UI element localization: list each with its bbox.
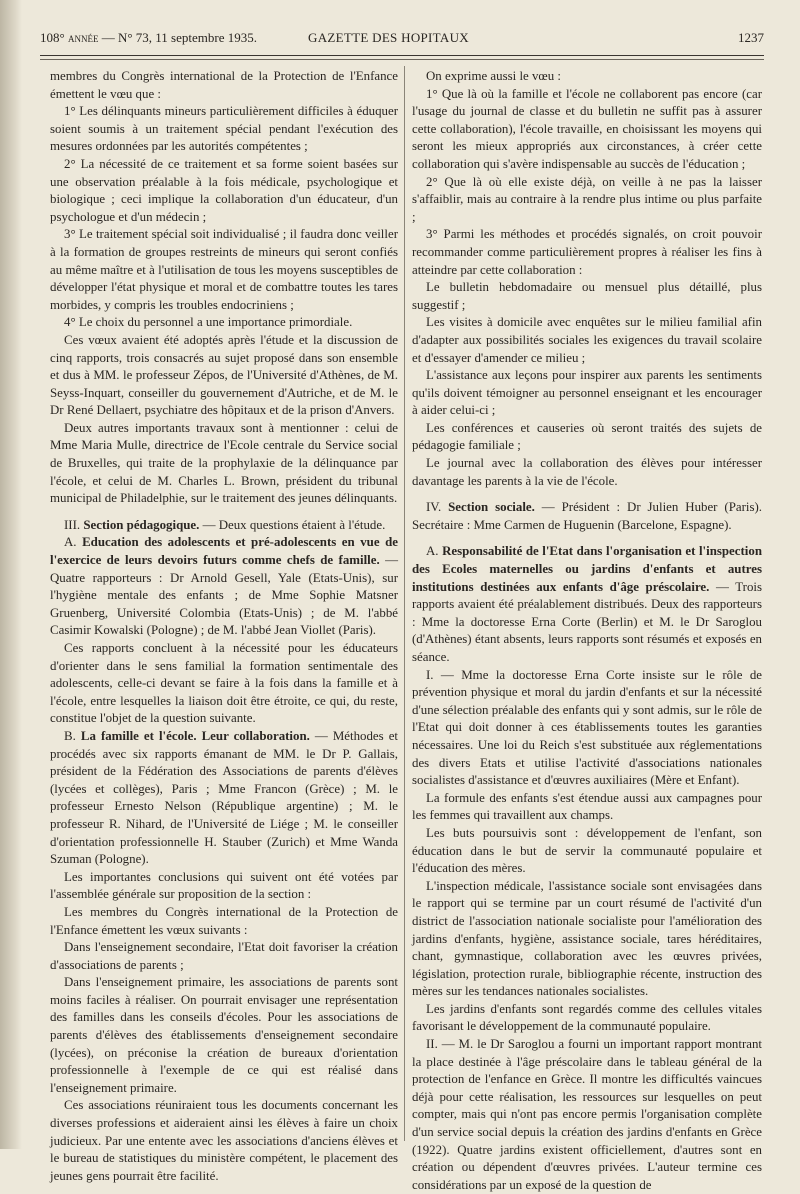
journal-title: GAZETTE DES HOPITAUX: [308, 30, 469, 45]
section-heading: III. Section pédagogique. — Deux questions étaient à l'étude.: [64, 517, 386, 532]
subsection-heading: B. La famille et l'école. Leur collaboration. — Méthodes et procédés avec six rapports émanant de MM. le Dr P. Gallais, président de la Fédération des Associations de parents d'élèves (lycées et collèges), Paris ; Mme Francon (Grèce) ; M. le professeur Ernesto Nelson (République argentine) ; M. le professeur R. Nihard, de l'Université de Liége ; M. le conseiller d'orientation professionnelle H. Stauber (Zurich) et Mme Wanda Szuman (Pologne).: [50, 728, 398, 867]
paragraph: La formule des enfants s'est étendue aussi aux campagnes pour les femmes qui travaillent aux champs.: [412, 790, 762, 823]
paragraph: I. — Mme la doctoresse Erna Corte insiste sur le rôle de prévention physique et moral du jardin d'enfants et sur la nécessité d'une sélection préalable des enfants qui y sont admis, sur le rôle de l'Etat qui doit donner à ces établissements toutes les garanties nécessaires. Une loi du Reich s'est substituée aux réglementations des divers Etats et utilise l'activité d'associations nationales socialistes d'assistance et d'œuvres auxiliaires (Mère et Enfant).: [412, 667, 762, 788]
left-column: [50, 68, 398, 1185]
paragraph: 4° Le choix du personnel a une importance primordiale.: [64, 315, 353, 330]
paragraph: Les membres du Congrès international de la Protection de l'Enfance émettent les vœux suivants :: [50, 904, 398, 937]
paragraph: Les importantes conclusions qui suivent ont été votées par l'assemblée générale sur proposition de la section :: [50, 869, 398, 902]
paragraph: Le journal avec la collaboration des élèves pour intéresser davantage les parents à la vie de l'école.: [412, 456, 762, 488]
section-heading: IV. Section sociale. — Président : Dr Julien Huber (Paris). Secrétaire : Mme Carmen de Huguenin (Barcelone, Espagne).: [412, 500, 762, 532]
paragraph: Dans l'enseignement primaire, les associations de parents sont moins faciles à réaliser. On pourrait envisager une représentation des familles dans les conseils d'écoles. Pour les associations de parents d'élèves des établissements d'enseignement secondaire (lycées), on préconise la création de bureaux d'orientation professionnelle à l'exemple de ce qui est réalisé dans l'enseignement primaire.: [50, 975, 398, 1095]
paragraph: II. — M. le Dr Saroglou a fourni un important rapport montrant la place destinée à l'âge préscolaire dans le tableau général de la protection de l'enfance en Grèce. Il montre les difficultés vaincues déjà pour cette réalisation, les ressources sur lesquelles on peut compter, mais qui n'ont pas encore permis l'organisation complète d'un service social depuis la création des jardins d'enfants en Grèce (1922). Quatre jardins existent officiellement, d'autres sont en création ou dépendent d'œuvres privées. L'auteur termine ces considérations par un exposé de la question de: [412, 1037, 762, 1192]
right-column: [412, 68, 762, 1194]
paragraph: Le bulletin hebdomadaire ou mensuel plus détaillé, plus suggestif ;: [412, 280, 762, 312]
header-rule: [40, 55, 764, 56]
paragraph: L'assistance aux leçons pour inspirer aux parents les sentiments qu'ils doivent témoigner au personnel enseignant et les encourager à aider celui-ci ;: [412, 368, 762, 418]
paragraph: Ces vœux avaient été adoptés après l'étude et la discussion de cinq rapports, trois consacrés au sujet proposé dans son ensemble et dus à MM. le professeur Zépos, de l'Université d'Athènes, de M. Seyss-Inquart, conseiller du gouvernement d'Autriche, et de M. le Dr René Dellaert, psychiatre des hôpitaux et de la prison d'Anvers.: [50, 332, 398, 418]
paragraph: L'inspection médicale, l'assistance sociale sont envisagées dans le rapport qui se termine par un court résumé de l'activité d'un district de l'association nationale socialiste pour l'amélioration des jardins d'enfants, hygiène, assistance sociale, tares héréditaires, chant, gymnastique, collaboration avec les œuvres privées, législation, protection rurale, bibliographie récente, instruction des mères sur les tendances nationales socialistes.: [412, 878, 762, 999]
paragraph: Ces associations réuniraient tous les documents concernant les diverses professions et aideraient ainsi les élèves à faire un choix judicieux. Par une entente avec les associations d'anciens élèves et le bureau de statistiques du ministère compétent, le placement des jeunes gens pourrait être facilité.: [50, 1098, 398, 1183]
paragraph: 3° Le traitement spécial soit individualisé ; il faudra donc veiller à la formation de groupes restreints de mineurs qui seront confiés au même maître et à l'utilisation de tous les moyens susceptibles de développer l'état physique et moral et de combattre toutes les tares morbides, y compris les troubles endocriniens ;: [50, 227, 398, 312]
paragraph: 3° Parmi les méthodes et procédés signalés, on croit pouvoir recommander comme particulièrement propres à réaliser les fins à atteindre par cette collaboration :: [412, 227, 762, 277]
paragraph: Les buts poursuivis sont : développement de l'enfant, son éducation dans le but de servir la communauté populaire et l'éducation des mères.: [412, 825, 762, 876]
paragraph: 1° Que là où la famille et l'école ne collaborent pas encore (car l'usage du journal de classe et du bulletin ne suffit pas à assurer cette collaboration), l'école travaille, en choisissant les moyens qui seront les mieux appropriés aux circonstances, à créer cette collaboration qui s'avère indispensable au succès de l'éducation ;: [412, 86, 762, 171]
header-rule-thin: [40, 59, 764, 60]
paragraph: Les visites à domicile avec enquêtes sur le milieu familial afin d'adapter aux possibilités sociales les exigences du travail scolaire et d'essayer d'amender ce milieu ;: [412, 315, 762, 365]
paragraph: 2° La nécessité de ce traitement et sa forme soient basées sur une observation préalable à la fois médicale, psychologique et biologique ; ceci implique la collaboration d'un éducateur, d'un psychologue et d'un médecin ;: [50, 156, 398, 224]
column-divider: [404, 66, 405, 1141]
subsection-heading: A. Education des adolescents et pré-adolescents en vue de l'exercice de leurs devoirs futurs comme chefs de famille. — Quatre rapporteurs : Dr Arnold Gesell, Yale (Etats-Unis), sur l'hygiène mentale des enfants ; de Mme Sophie Matsner Gruenberg, Université Colombia (Etats-Unis) ; de M. l'abbé Casimir Kowalski (Pologne) ; de M. l'abbé Jean Viollet (Paris).: [50, 535, 398, 638]
paragraph: membres du Congrès international de la Protection de l'Enfance émettent le vœu que :: [50, 69, 398, 101]
paragraph: Les conférences et causeries où seront traités des sujets de pédagogie familiale ;: [412, 420, 762, 453]
paragraph: Dans l'enseignement secondaire, l'Etat doit favoriser la création d'associations de parents ;: [50, 940, 398, 972]
subsection-heading: A. Responsabilité de l'Etat dans l'organisation et l'inspection des Ecoles maternelles ou jardins d'enfants et autres institutions destinées aux enfants d'âge préscolaire. — Trois rapports avaient été préalablement distribués. Deux des rapporteurs : Mme la doctoresse Erna Corte (Berlin) et M. le Dr Saroglou (d'Athènes) étant absents, leurs rapports sont résumés et exposés en séance.: [412, 544, 762, 664]
page-header: [40, 30, 764, 52]
issue-info: 108° année — N° 73, 11 septembre 1935.: [40, 30, 257, 45]
paragraph: 2° Que là où elle existe déjà, on veille à ne pas la laisser s'affaiblir, mais au contraire à la rendre plus intime ou plus parfaite ;: [412, 174, 762, 224]
paragraph: 1° Les délinquants mineurs particulièrement difficiles à éduquer soient soumis à un traitement spécial pendant l'exécution des mesures ordonnées par les autorités compétentes ;: [50, 104, 398, 154]
paragraph: Ces rapports concluent à la nécessité pour les éducateurs d'orienter dans le sens familial la formation sentimentale des adolescents, celle-ci devant se faire à la fois dans la famille et à l'école, entre lesquelles la liaison doit être étroite, ce qui, du reste, constitue l'objet de la question suivante.: [50, 641, 398, 726]
page-gutter-shadow: [0, 0, 22, 1149]
paragraph: Deux autres importants travaux sont à mentionner : celui de Mme Maria Mulle, directrice de l'Ecole centrale du Service social de Bruxelles, qui traite de la prophylaxie de la délinquance par l'école, et celui de M. Charles L. Brown, président du tribunal municipal de Philadelphie, sur le traitement des jeunes délinquants.: [50, 420, 398, 506]
paragraph: Les jardins d'enfants sont regardés comme des cellules vitales favorisant le développement de la communauté populaire.: [412, 1001, 762, 1034]
page-number: 1237: [738, 30, 764, 45]
paragraph: On exprime aussi le vœu :: [426, 69, 561, 83]
